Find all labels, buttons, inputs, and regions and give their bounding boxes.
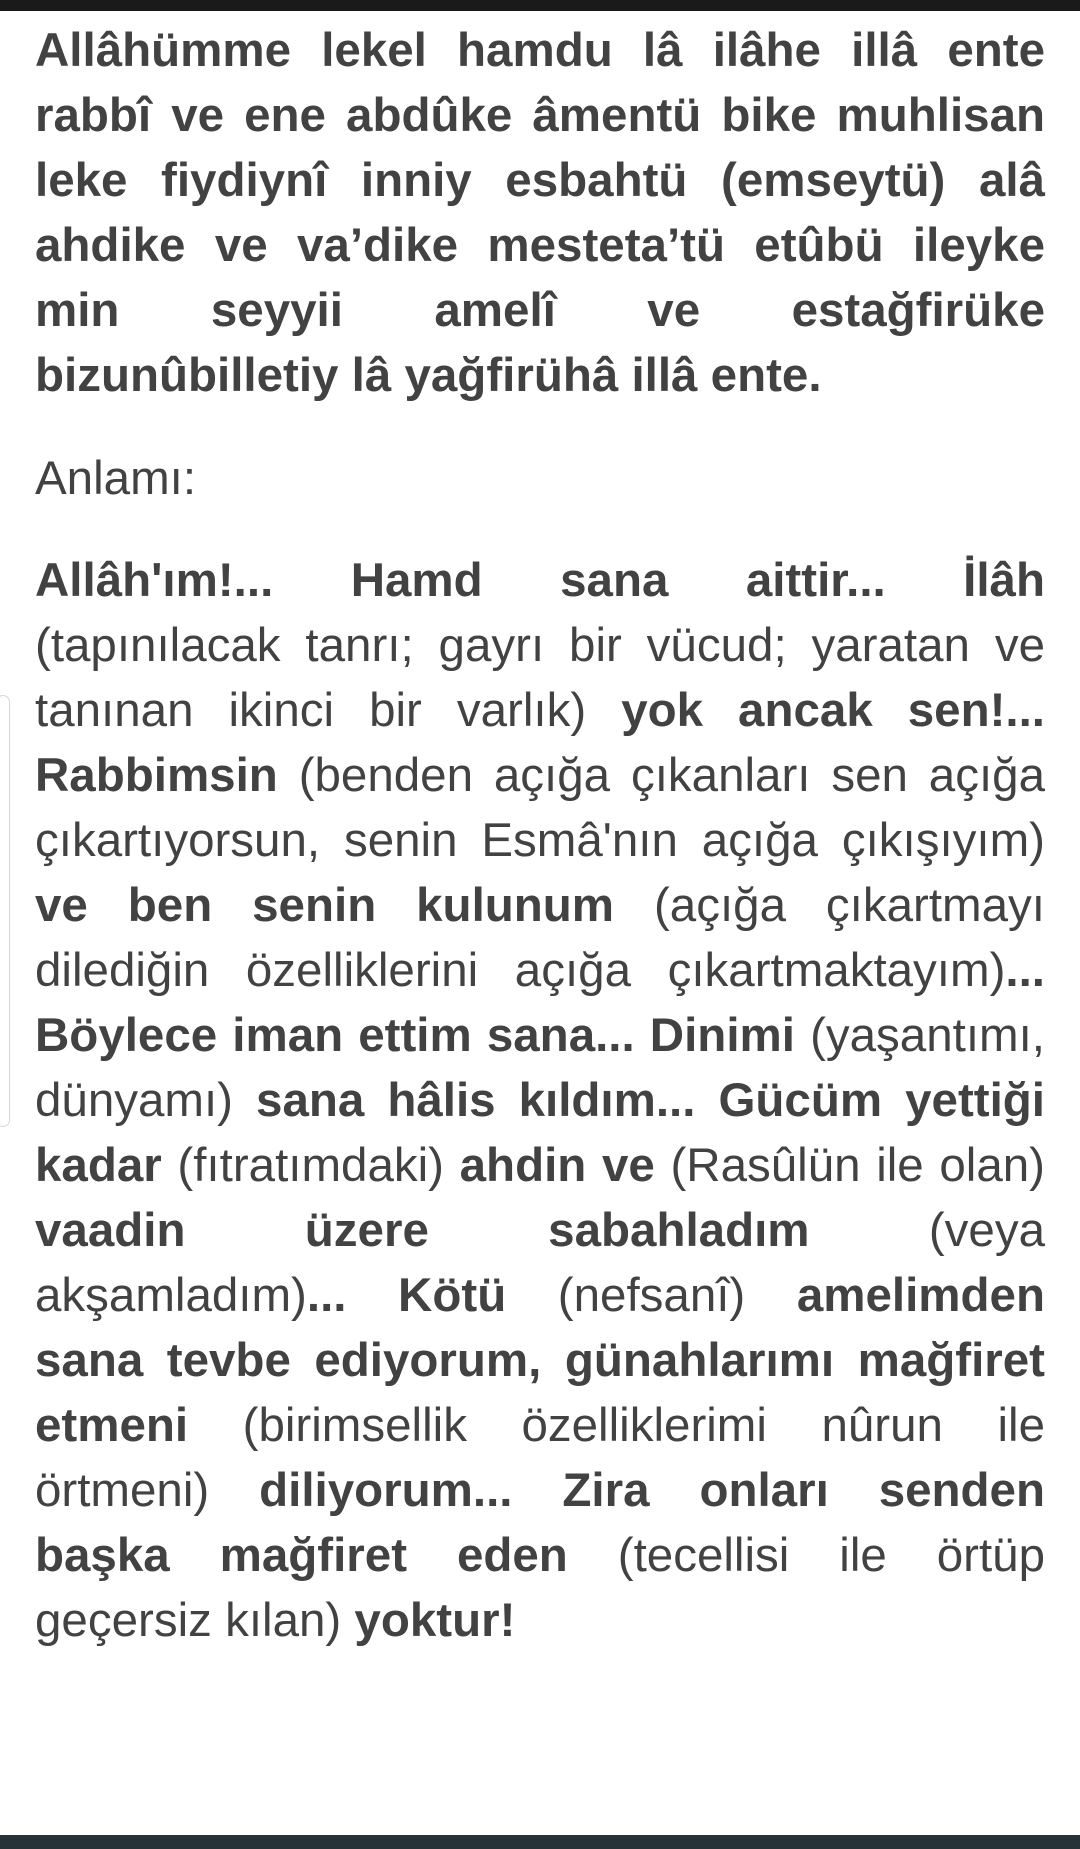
meaning-segment: yok ancak sen!... Rabbimsin bbox=[35, 684, 1045, 802]
meaning-segment: (açığa çıkartmayı dilediğin özelliklerini açığa çıkartmaktayım) bbox=[35, 879, 1045, 997]
meaning-segment: sana hâlis kıldım... Gücüm yettiği kadar bbox=[35, 1074, 1045, 1192]
meaning-segment: Allâh'ım!... Hamd sana aittir... İlâh bbox=[35, 554, 1045, 607]
meaning-segment: (nefsanî) bbox=[557, 1269, 797, 1322]
meaning-segment: ve ben senin kulunum bbox=[35, 879, 654, 932]
floating-handle[interactable] bbox=[0, 695, 10, 1127]
meaning-segment: ahdin ve bbox=[459, 1139, 671, 1192]
meaning-segment: ... Böylece iman ettim sana... Dinimi bbox=[35, 944, 1045, 1062]
meaning-segment: (Rasûlün ile olan) bbox=[670, 1139, 1046, 1192]
meaning-segment: vaadin üzere sabahladım bbox=[35, 1204, 929, 1257]
status-bar bbox=[0, 0, 1080, 11]
meaning-segment: (birimsellik özelliklerimi nûrun ile örtmeni) bbox=[35, 1399, 1046, 1517]
navigation-bar bbox=[0, 1835, 1080, 1849]
prayer-text: Allâhümme lekel hamdu lâ ilâhe illâ ente rabbî ve ene abdûke âmentü bike muhlisan leke fiydiynî inniy esbahtü (emseytü) alâ ahdike ve va’dike mesteta’tü etûbü ileyke min seyyii amelî ve estağfirüke bizunûbilletiy lâ yağfirühâ illâ ente. bbox=[35, 24, 1045, 402]
meaning-segment: ... Kötü bbox=[306, 1269, 558, 1322]
meaning-segment: amelimden sana tevbe ediyorum, günahlarımı mağfiret etmeni bbox=[35, 1269, 1045, 1452]
meaning-segment: (tapınılacak tanrı; gayrı bir vücud; yaratan ve tanınan ikinci bir varlık) bbox=[35, 619, 1045, 737]
meaning-segment: (benden açığa çıkanları sen açığa çıkartıyorsun, senin Esmâ'nın açığa çıkışıyım) bbox=[35, 749, 1045, 867]
meaning-segment: yoktur! bbox=[354, 1594, 516, 1647]
article-body bbox=[35, 18, 1045, 1653]
meaning-segment: diliyorum... Zira onları senden başka mağfiret eden bbox=[35, 1464, 1045, 1582]
meaning-label: Anlamı: bbox=[35, 452, 197, 505]
meaning-segment: (yaşantımı, dünyamı) bbox=[35, 1009, 1045, 1127]
meaning-segment: (fıtratımdaki) bbox=[177, 1139, 460, 1192]
meaning-text bbox=[35, 548, 1045, 1653]
meaning-segment: (veya akşamladım) bbox=[35, 1204, 1045, 1322]
meaning-segment: (tecellisi ile örtüp geçersiz kılan) bbox=[35, 1529, 1045, 1647]
